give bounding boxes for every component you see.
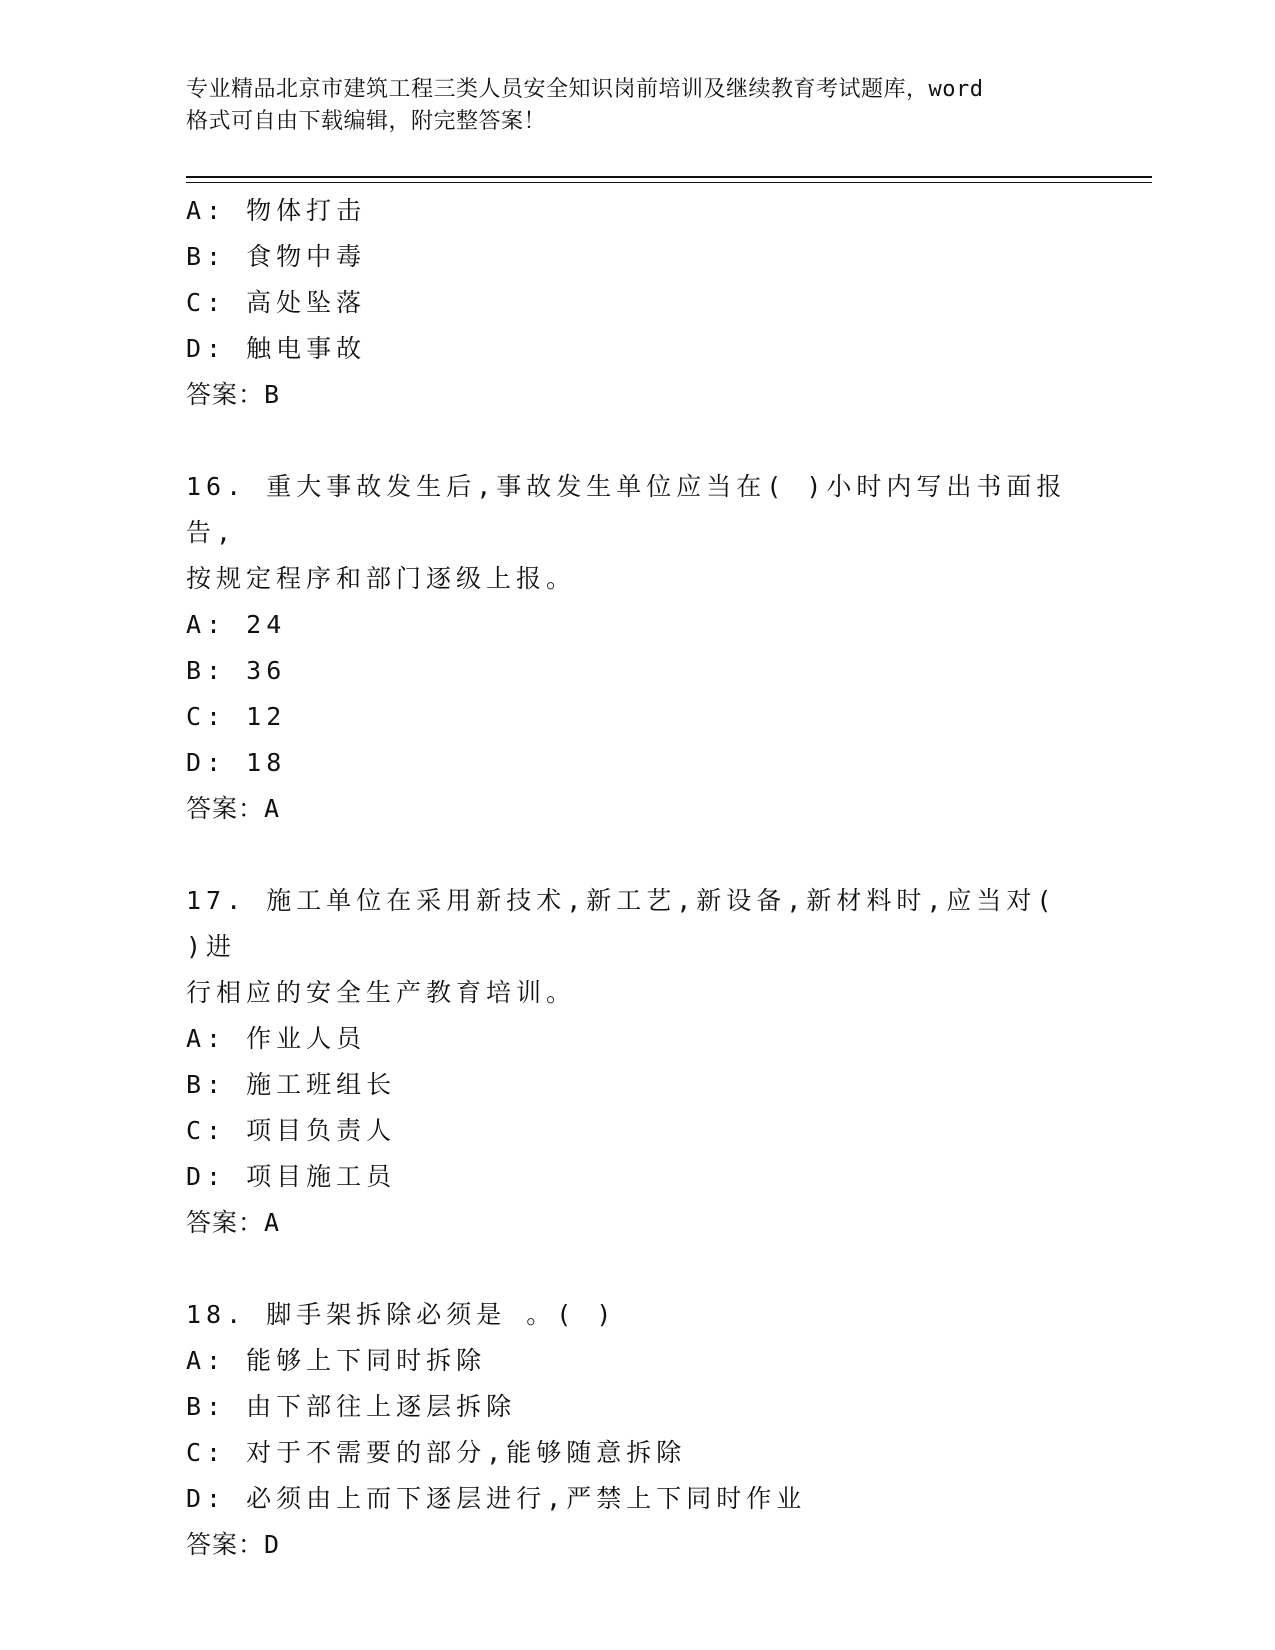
answer-option: B: 施工班组长 (186, 1070, 397, 1099)
answer-line (186, 1522, 1086, 1568)
answer-line (186, 1200, 1086, 1246)
header-line-1: 专业精品北京市建筑工程三类人员安全知识岗前培训及继续教育考试题库，word (186, 77, 984, 102)
answer-label: 答案： (186, 380, 265, 409)
answer-option: C: 对于不需要的部分,能够随意拆除 (186, 1438, 687, 1467)
question-stem-line: 按规定程序和部门逐级上报。 (186, 564, 577, 593)
answer-option: C: 高处坠落 (186, 288, 367, 317)
answer-option: A: 作业人员 (186, 1024, 367, 1053)
answer-line (186, 786, 1086, 832)
question-stem-line: 17. 施工单位在采用新技术,新工艺,新设备,新材料时,应当对( )进 (186, 886, 1057, 961)
question-spacer (186, 832, 1086, 878)
answer-value: A (264, 1208, 281, 1237)
question-stem-line: 18. 脚手架拆除必须是 。( ) (186, 1300, 617, 1329)
header-divider-thin (186, 182, 1152, 183)
answer-label: 答案： (186, 1208, 265, 1237)
answer-option: B: 36 (186, 656, 287, 685)
question-stem-line: 行相应的安全生产教育培训。 (186, 978, 577, 1007)
answer-label: 答案： (186, 1530, 265, 1559)
answer-option: C: 项目负责人 (186, 1116, 397, 1145)
answer-option: A: 24 (186, 610, 287, 639)
answer-option: A: 能够上下同时拆除 (186, 1346, 487, 1375)
answer-option: D: 触电事故 (186, 334, 367, 363)
answer-value: B (264, 380, 281, 409)
answer-value: A (264, 794, 281, 823)
question-spacer (186, 418, 1086, 464)
question-block (186, 188, 1086, 418)
question-spacer (186, 1246, 1086, 1292)
document-header (186, 74, 1066, 138)
answer-line (186, 372, 1086, 418)
question-list (186, 188, 1086, 1568)
answer-option: D: 必须由上而下逐层进行,严禁上下同时作业 (186, 1484, 807, 1513)
answer-label: 答案： (186, 794, 265, 823)
question-block (186, 832, 1086, 1246)
answer-option: D: 18 (186, 748, 287, 777)
answer-option: A: 物体打击 (186, 196, 367, 225)
question-block (186, 1246, 1086, 1568)
answer-value: D (264, 1530, 281, 1559)
header-divider-thick (186, 176, 1152, 178)
question-stem-line: 16. 重大事故发生后,事故发生单位应当在( )小时内写出书面报告, (186, 472, 1067, 547)
header-line-2: 格式可自由下载编辑，附完整答案！ (186, 109, 547, 134)
answer-option: B: 食物中毒 (186, 242, 367, 271)
answer-option: C: 12 (186, 702, 287, 731)
question-block (186, 418, 1086, 832)
answer-option: B: 由下部往上逐层拆除 (186, 1392, 517, 1421)
answer-option: D: 项目施工员 (186, 1162, 397, 1191)
